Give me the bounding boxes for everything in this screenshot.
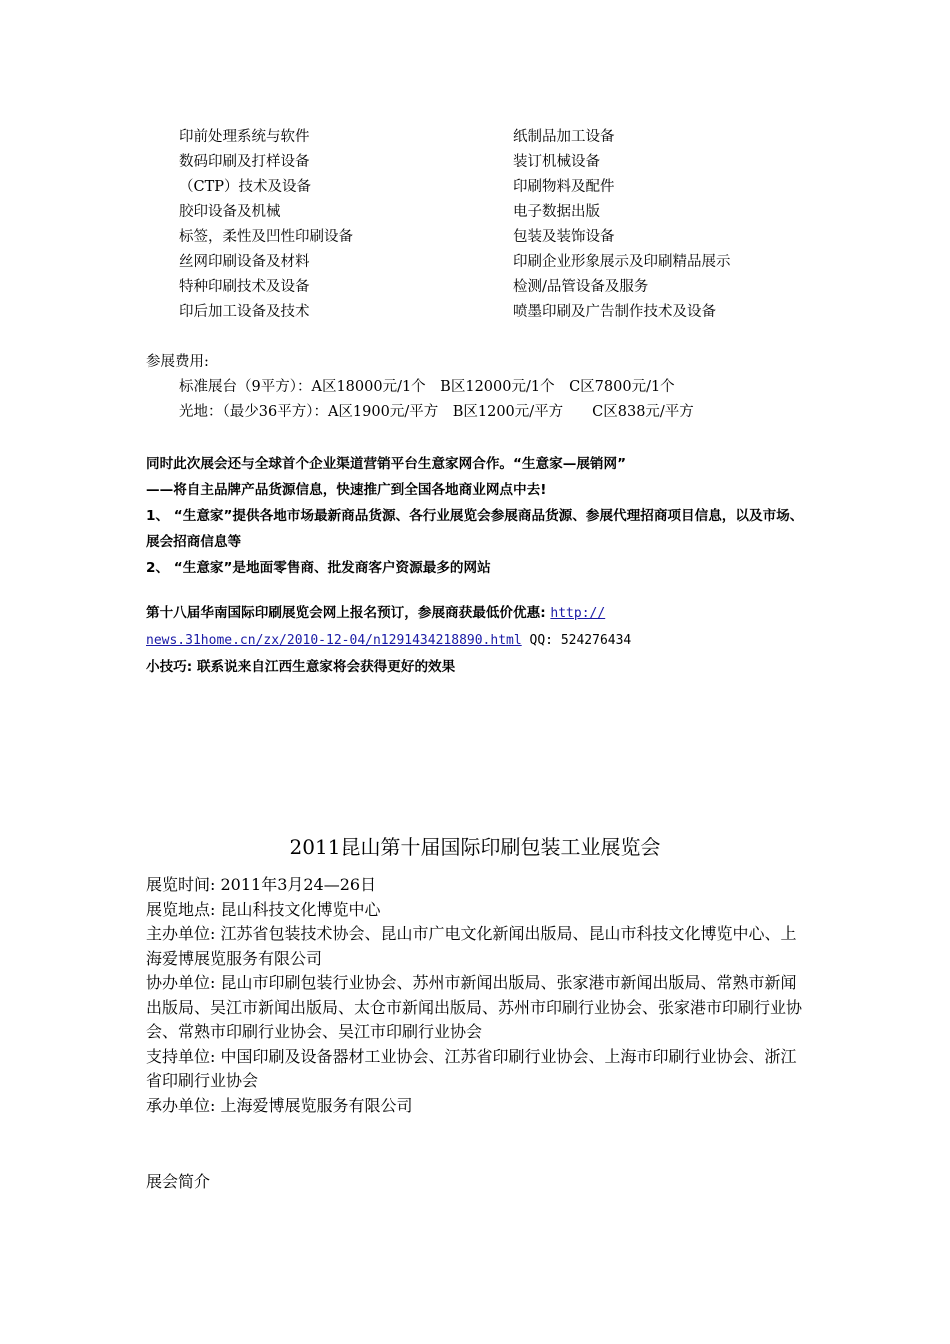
category-item: 纸制品加工设备 bbox=[513, 129, 615, 145]
section-heading: 展会简介 bbox=[146, 1172, 211, 1191]
promo-line: ——将自主品牌产品货源信息，快速推广到全国各地商业网点中去! bbox=[146, 482, 547, 498]
qq-contact: QQ: 524276434 bbox=[521, 633, 632, 648]
category-item: 印前处理系统与软件 bbox=[179, 129, 310, 145]
fees-standard-booth: 标准展台（9平方）：A区18000元/1个 B区12000元/1个 C区7800元/1个 bbox=[179, 379, 675, 395]
expo-undertaker: 承办单位: 上海爱博展览服务有限公司 bbox=[146, 1095, 413, 1115]
exhibit-categories-left bbox=[179, 125, 353, 325]
expo-co-organizer: 协办单位: 昆山市印刷包装行业协会、苏州市新闻出版局、张家港市新闻出版局、常熟市新闻出版局、吴江市新闻出版局、太仓市新闻出版局、苏州市印刷行业协会、张家港市印刷行业协会、常熟市印刷行业协会、吴江市印刷行业协会 bbox=[146, 973, 803, 1041]
promo-item: 2、 “生意家”是地面零售商、批发商客户资源最多的网站 bbox=[146, 560, 491, 576]
category-item: 数码印刷及打样设备 bbox=[179, 154, 310, 170]
category-item: 检测/品管设备及服务 bbox=[513, 279, 649, 295]
promo-line: 同时此次展会还与全球首个企业渠道营销平台生意家网合作。“生意家—展销网” bbox=[146, 456, 627, 472]
expo-time: 展览时间: 2011年3月24—26日 bbox=[146, 875, 377, 894]
fees-heading: 参展费用: bbox=[146, 354, 209, 370]
category-item: 特种印刷技术及设备 bbox=[179, 279, 310, 295]
category-item: 标签，柔性及凹性印刷设备 bbox=[179, 229, 353, 245]
category-item: 喷墨印刷及广告制作技术及设备 bbox=[513, 304, 716, 320]
registration-section bbox=[146, 600, 826, 680]
category-item: （CTP）技术及设备 bbox=[179, 179, 312, 195]
category-item: 印刷企业形象展示及印刷精品展示 bbox=[513, 254, 731, 270]
category-item: 胶印设备及机械 bbox=[179, 204, 281, 220]
promo-item: 1、 “生意家”提供各地市场最新商品货源、各行业展览会参展商品货源、参展代理招商项目信息，以及市场、展会招商信息等 bbox=[146, 508, 804, 550]
registration-link-line bbox=[146, 627, 826, 654]
promo-section bbox=[146, 451, 816, 581]
category-item: 丝网印刷设备及材料 bbox=[179, 254, 310, 270]
contact-tip: 小技巧: 联系说来自江西生意家将会获得更好的效果 bbox=[146, 659, 456, 675]
exhibit-categories-right bbox=[513, 125, 731, 325]
fees-section bbox=[146, 350, 694, 425]
registration-link-start[interactable]: http:// bbox=[550, 606, 606, 621]
category-item: 印后加工设备及技术 bbox=[179, 304, 310, 320]
registration-link[interactable]: news.31home.cn/zx/2010-12-04/n1291434218890.html bbox=[146, 633, 522, 648]
category-item: 包装及装饰设备 bbox=[513, 229, 615, 245]
fees-raw-space: 光地：（最少36平方）：A区1900元/平方 B区1200元/平方 C区838元/平方 bbox=[179, 404, 694, 420]
expo-venue: 展览地点: 昆山科技文化博览中心 bbox=[146, 899, 381, 919]
registration-line bbox=[146, 600, 826, 627]
expo-supporter: 支持单位: 中国印刷及设备器材工业协会、江苏省印刷行业协会、上海市印刷行业协会、浙江省印刷行业协会 bbox=[146, 1046, 797, 1090]
expo-info bbox=[146, 873, 806, 1118]
expo-title: 2011昆山第十届国际印刷包装工业展览会 bbox=[289, 835, 661, 859]
category-item: 装订机械设备 bbox=[513, 154, 600, 170]
category-item: 电子数据出版 bbox=[513, 204, 600, 220]
expo-organizer: 主办单位: 江苏省包装技术协会、昆山市广电文化新闻出版局、昆山市科技文化博览中心、上海爱博展览服务有限公司 bbox=[146, 924, 797, 968]
registration-text: 第十八届华南国际印刷展览会网上报名预订，参展商获最低价优惠: bbox=[146, 605, 551, 621]
category-item: 印刷物料及配件 bbox=[513, 179, 615, 195]
